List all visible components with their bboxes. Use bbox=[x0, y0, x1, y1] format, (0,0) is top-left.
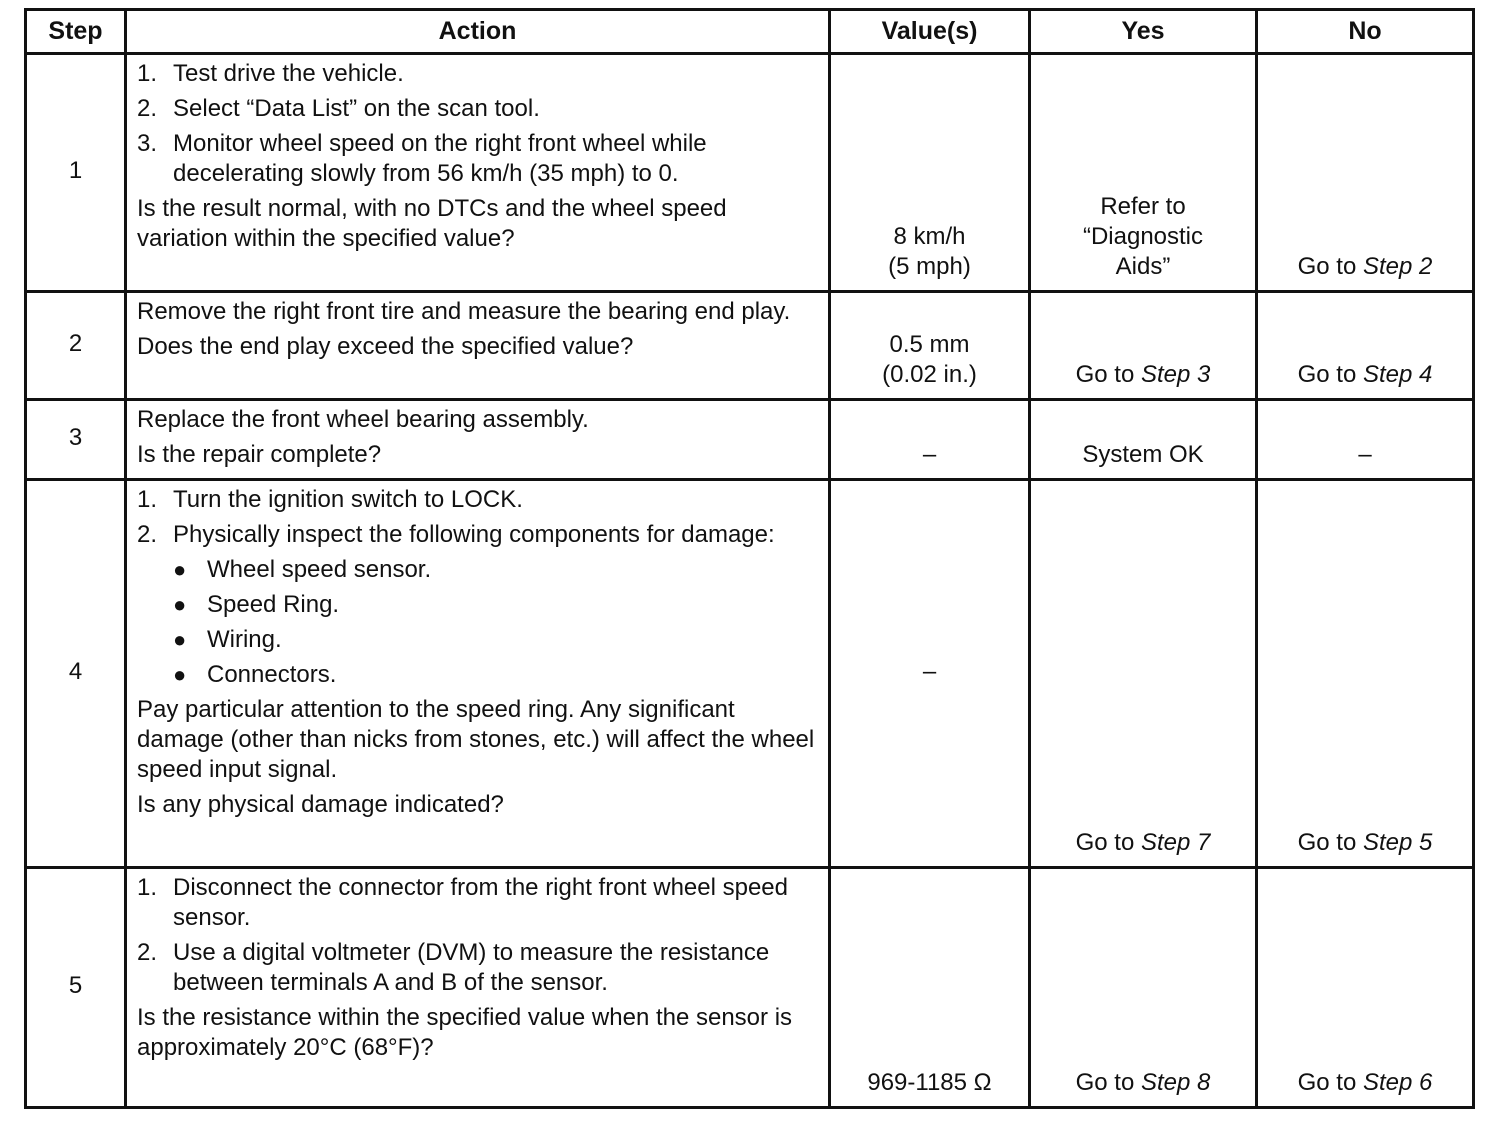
list-item bbox=[137, 938, 818, 998]
no-cell bbox=[1257, 292, 1474, 400]
step-number: 1 bbox=[26, 54, 126, 292]
header-no: No bbox=[1257, 10, 1474, 54]
action-text: Replace the front wheel bearing assembly. bbox=[137, 406, 589, 433]
item-number: 1. bbox=[137, 486, 158, 513]
item-number: 1. bbox=[137, 60, 158, 87]
step-reference: Step 5 bbox=[1362, 829, 1433, 856]
yes-cell bbox=[1030, 480, 1257, 868]
table-row bbox=[26, 480, 1474, 868]
bullet-item bbox=[173, 555, 818, 585]
item-text: Select “Data List” on the scan tool. bbox=[173, 95, 540, 122]
step-reference: Step 3 bbox=[1140, 361, 1211, 388]
bullet-text: Wiring. bbox=[207, 626, 282, 653]
bullet-icon: ● bbox=[173, 557, 187, 582]
table-row bbox=[26, 868, 1474, 1108]
header-row bbox=[26, 10, 1474, 54]
item-number: 3. bbox=[137, 130, 158, 157]
item-text: Monitor wheel speed on the right front wheel while decelerating slowly from 56 km/h (35 mph) to 0. bbox=[173, 130, 707, 187]
question-text: Is any physical damage indicated? bbox=[137, 791, 504, 818]
bullet-text: Wheel speed sensor. bbox=[207, 556, 432, 583]
yes-line: Refer to bbox=[1100, 193, 1186, 220]
list-item bbox=[137, 520, 818, 550]
go-to-label: Go to bbox=[1297, 253, 1357, 280]
step-number: 3 bbox=[26, 400, 126, 480]
diagnostic-table bbox=[24, 8, 1475, 1109]
go-to-label: Go to bbox=[1075, 829, 1135, 856]
bullet-item bbox=[173, 625, 818, 655]
action-cell bbox=[126, 292, 830, 400]
bullet-text: Connectors. bbox=[207, 661, 337, 688]
action-cell bbox=[126, 400, 830, 480]
value-line: (5 mph) bbox=[888, 253, 971, 280]
question-text: Is the resistance within the specified value when the sensor is approximately 20°C (68°F)? bbox=[137, 1004, 793, 1061]
list-item bbox=[137, 59, 818, 89]
step-reference: Step 2 bbox=[1362, 253, 1433, 280]
yes-cell: System OK bbox=[1030, 400, 1257, 480]
no-cell bbox=[1257, 480, 1474, 868]
action-cell bbox=[126, 54, 830, 292]
item-text: Physically inspect the following components for damage: bbox=[173, 521, 775, 548]
header-step: Step bbox=[26, 10, 126, 54]
go-to-label: Go to bbox=[1297, 829, 1357, 856]
no-cell bbox=[1257, 868, 1474, 1108]
question-text: Is the result normal, with no DTCs and the wheel speed variation within the specified value? bbox=[137, 195, 727, 252]
step-number: 5 bbox=[26, 868, 126, 1108]
item-number: 2. bbox=[137, 521, 158, 548]
value-cell: – bbox=[830, 480, 1030, 868]
value-line: 8 km/h bbox=[893, 223, 966, 250]
list-item bbox=[137, 485, 818, 515]
table-row bbox=[26, 400, 1474, 480]
yes-line: “Diagnostic bbox=[1082, 223, 1204, 250]
value-cell bbox=[830, 292, 1030, 400]
yes-line: Aids” bbox=[1115, 253, 1171, 280]
question-text: Does the end play exceed the specified value? bbox=[137, 333, 634, 360]
value-line: (0.02 in.) bbox=[882, 361, 977, 388]
bullet-item bbox=[173, 660, 818, 690]
bullet-text: Speed Ring. bbox=[207, 591, 340, 618]
go-to-label: Go to bbox=[1297, 1069, 1357, 1096]
table-row bbox=[26, 54, 1474, 292]
item-text: Turn the ignition switch to LOCK. bbox=[173, 486, 523, 513]
yes-cell bbox=[1030, 54, 1257, 292]
go-to-label: Go to bbox=[1297, 361, 1357, 388]
bullet-icon: ● bbox=[173, 662, 187, 687]
no-cell bbox=[1257, 54, 1474, 292]
step-reference: Step 8 bbox=[1140, 1069, 1211, 1096]
value-cell bbox=[830, 54, 1030, 292]
action-cell bbox=[126, 480, 830, 868]
item-number: 1. bbox=[137, 874, 158, 901]
bullet-icon: ● bbox=[173, 627, 187, 652]
note-text: Pay particular attention to the speed ring. Any significant damage (other than nicks from stones, etc.) will affect the wheel speed input signal. bbox=[137, 696, 815, 783]
value-cell: 969-1185 Ω bbox=[830, 868, 1030, 1108]
list-item bbox=[137, 873, 818, 933]
item-text: Disconnect the connector from the right front wheel speed sensor. bbox=[173, 874, 788, 931]
go-to-label: Go to bbox=[1075, 361, 1135, 388]
item-text: Test drive the vehicle. bbox=[173, 60, 404, 87]
go-to-label: Go to bbox=[1075, 1069, 1135, 1096]
step-reference: Step 7 bbox=[1140, 829, 1211, 856]
list-item bbox=[137, 129, 818, 189]
list-item bbox=[137, 94, 818, 124]
value-cell: – bbox=[830, 400, 1030, 480]
no-cell: – bbox=[1257, 400, 1474, 480]
bullet-item bbox=[173, 590, 818, 620]
bullet-icon: ● bbox=[173, 592, 187, 617]
item-text: Use a digital voltmeter (DVM) to measure the resistance between terminals A and B of the sensor. bbox=[173, 939, 770, 996]
header-values: Value(s) bbox=[830, 10, 1030, 54]
step-number: 4 bbox=[26, 480, 126, 868]
question-text: Is the repair complete? bbox=[137, 441, 382, 468]
item-number: 2. bbox=[137, 939, 158, 966]
header-action: Action bbox=[126, 10, 830, 54]
action-cell bbox=[126, 868, 830, 1108]
table-row bbox=[26, 292, 1474, 400]
step-reference: Step 6 bbox=[1362, 1069, 1433, 1096]
yes-cell bbox=[1030, 868, 1257, 1108]
action-text: Remove the right front tire and measure the bearing end play. bbox=[137, 298, 791, 325]
step-reference: Step 4 bbox=[1362, 361, 1433, 388]
item-number: 2. bbox=[137, 95, 158, 122]
yes-cell bbox=[1030, 292, 1257, 400]
value-line: 0.5 mm bbox=[889, 331, 970, 358]
step-number: 2 bbox=[26, 292, 126, 400]
header-yes: Yes bbox=[1030, 10, 1257, 54]
